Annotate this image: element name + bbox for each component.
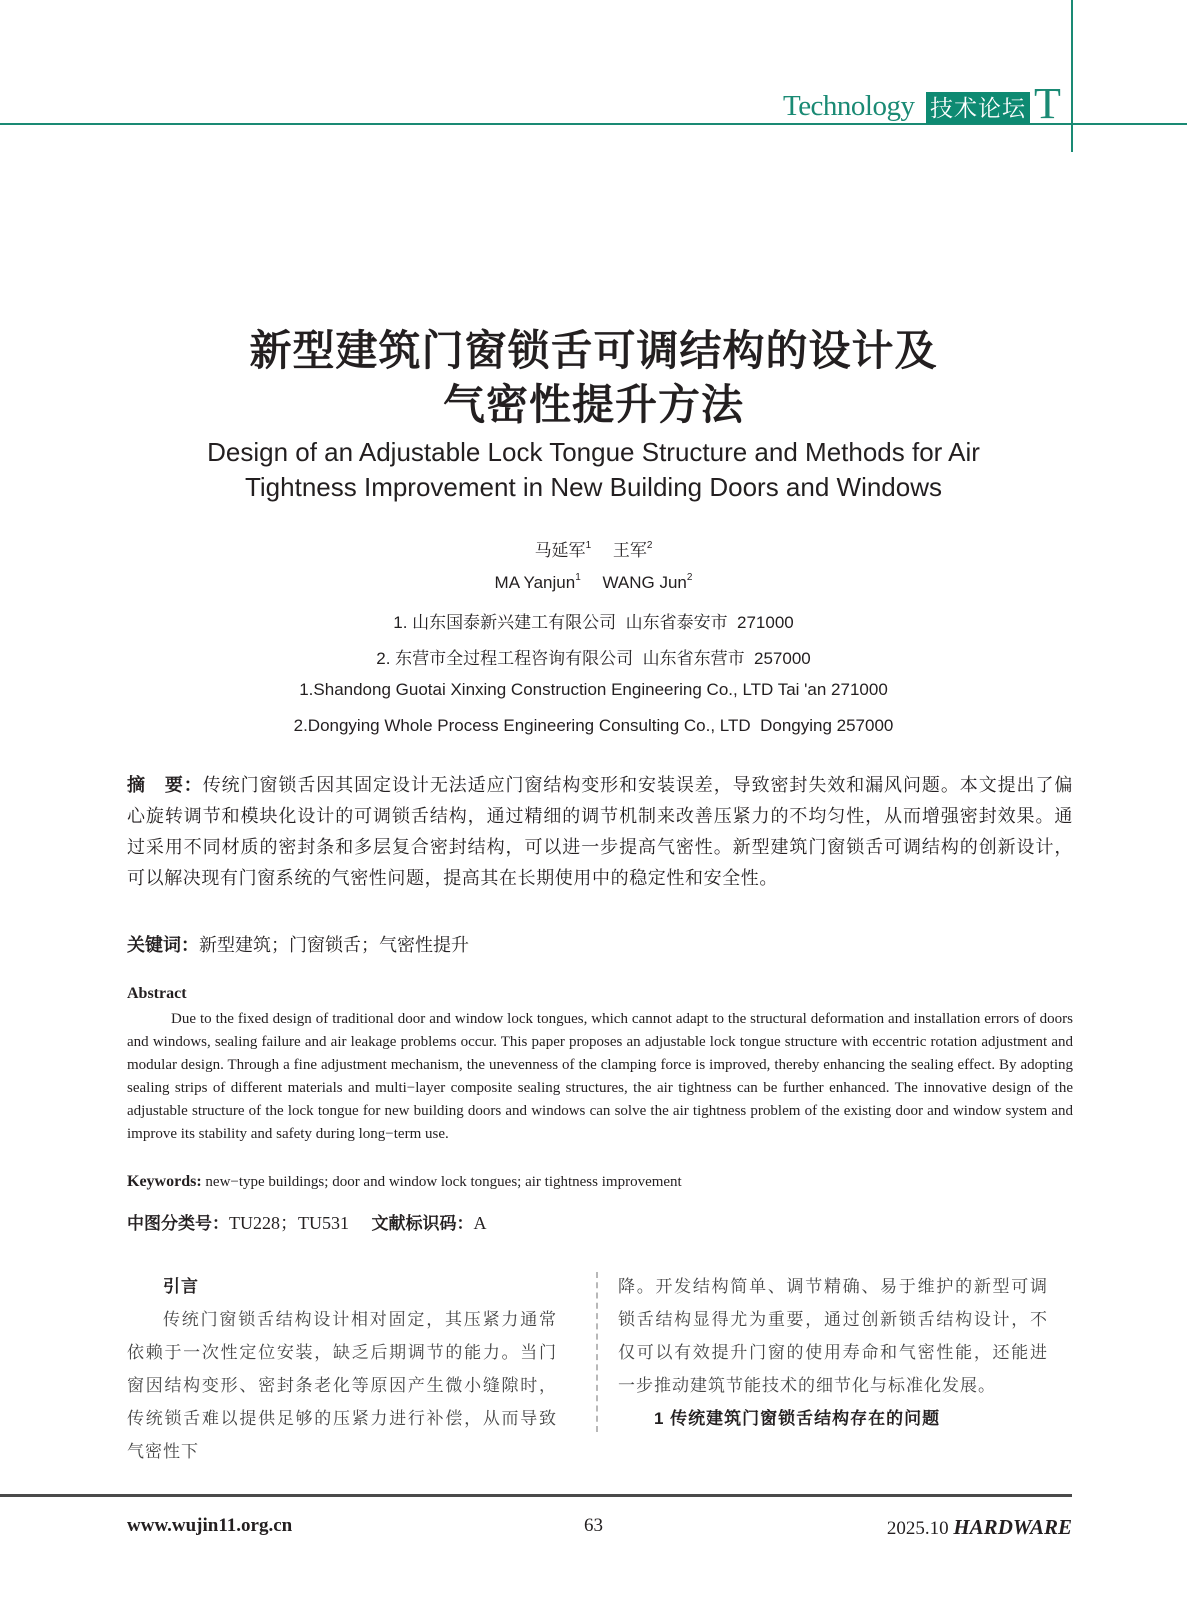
affiliation-zh-2: 2. 东营市全过程工程咨询有限公司 山东省东营市 257000: [376, 649, 811, 668]
authors-zh: [0, 536, 1187, 561]
author-name: 马延军: [534, 541, 586, 560]
section-label-zh: 技术论坛: [926, 92, 1030, 124]
keywords-en-label: Keywords:: [127, 1173, 202, 1190]
doc-code-label: 文献标识码：: [371, 1214, 474, 1234]
intro-heading: 引言: [163, 1277, 199, 1296]
abstract-zh: [127, 770, 1073, 894]
affiliation-en-2: 2.Dongying Whole Process Engineering Consulting Co., LTD Dongying 257000: [293, 716, 894, 735]
author-sup: 1: [575, 572, 581, 583]
title-zh-line-1: 新型建筑门窗锁舌可调结构的设计及: [249, 327, 938, 374]
abstract-en-heading: Abstract: [127, 985, 187, 1002]
authors-en: [0, 572, 1187, 593]
abstract-en-text: Due to the fixed design of traditional door and window lock tongues, which cannot adapt to the structural deformation and installation errors of doors and windows, sealing failure and air leakage problems occur. This paper proposes an adjustable lock tongue structure with eccentric rotation adjustment and modular design. Through a fine adjustment mechanism, the unevenness of the clamping force is improved, thereby enhancing the sealing effect. By adopting sealing strips of different materials and multi−layer composite sealing structures, the air tightness can be further enhanced. The innovative design of the adjustable structure of the lock tongue for new building doors and windows can solve the air tightness problem of the existing door and window system and improve its stability and safety during long−term use.: [127, 1011, 1073, 1142]
keywords-en-text: new−type buildings; door and window lock tongues; air tightness improvement: [201, 1174, 682, 1190]
column-divider: [596, 1272, 598, 1432]
keywords-zh: [127, 930, 469, 961]
magazine-name: HARDWARE: [953, 1515, 1072, 1539]
author-sup: 1: [585, 540, 592, 551]
keywords-zh-text: 新型建筑；门窗锁舌；气密性提升: [199, 935, 469, 955]
author-name: WANG Jun: [602, 573, 687, 592]
author-name: 王军: [612, 541, 647, 560]
header-vertical-rule: [1071, 0, 1073, 152]
page-number: 63: [584, 1515, 603, 1536]
footer-rule: [0, 1494, 1072, 1497]
doc-code-value: A: [473, 1213, 487, 1233]
affiliation-zh-1: 1. 山东国泰新兴建工有限公司 山东省泰安市 271000: [393, 613, 794, 632]
affiliation-en-1: 1.Shandong Guotai Xinxing Construction Engineering Co., LTD Tai 'an 271000: [299, 680, 888, 699]
title-zh-line-2: 气密性提升方法: [442, 381, 744, 428]
title-en-line-2: Tightness Improvement in New Building Doors and Windows: [244, 472, 942, 502]
classification-line: [127, 1210, 487, 1237]
author-sup: 2: [646, 540, 653, 551]
section-letter-mark: T: [1034, 79, 1061, 128]
footer-url: www.wujin11.org.cn: [127, 1515, 293, 1536]
footer-issue: [887, 1515, 1072, 1540]
clc-label: 中图分类号：: [127, 1214, 229, 1234]
author-sup: 2: [686, 572, 693, 583]
intro-paragraph: 传统门窗锁舌结构设计相对固定，其压紧力通常依赖于一次性定位安装，缺乏后期调节的能力。当门窗因结构变形、密封条老化等原因产生微小缝隙时，传统锁舌难以提供足够的压紧力进行补偿，从而导致气密性下: [127, 1310, 557, 1461]
author-name: MA Yanjun: [494, 573, 576, 592]
body-column-right: [618, 1270, 1048, 1435]
issue-date: 2025.10: [886, 1518, 949, 1539]
body-column-left: [127, 1270, 557, 1468]
section-label-en: Technology: [783, 90, 915, 122]
abstract-zh-label: 摘 要：: [127, 775, 203, 796]
clc-value: TU228；TU531: [229, 1213, 349, 1233]
section-1-heading: 1 传统建筑门窗锁舌结构存在的问题: [654, 1409, 941, 1428]
keywords-en: [127, 1170, 682, 1194]
title-en-line-1: Design of an Adjustable Lock Tongue Structure and Methods for Air: [207, 437, 980, 467]
abstract-zh-text: 传统门窗锁舌因其固定设计无法适应门窗结构变形和安装误差，导致密封失效和漏风问题。本文提出了偏心旋转调节和模块化设计的可调锁舌结构，通过精细的调节机制来改善压紧力的不均匀性，从而增强密封效果。通过采用不同材质的密封条和多层复合密封结构，可以进一步提高气密性。新型建筑门窗锁舌可调结构的创新设计，可以解决现有门窗系统的气密性问题，提高其在长期使用中的稳定性和安全性。: [127, 775, 1073, 888]
intro-paragraph-continued: 降。开发结构简单、调节精确、易于维护的新型可调锁舌结构显得尤为重要，通过创新锁舌结构设计，不仅可以有效提升门窗的使用寿命和气密性能，还能进一步推动建筑节能技术的细节化与标准化发展。: [618, 1277, 1048, 1395]
keywords-zh-label: 关键词：: [127, 935, 199, 956]
